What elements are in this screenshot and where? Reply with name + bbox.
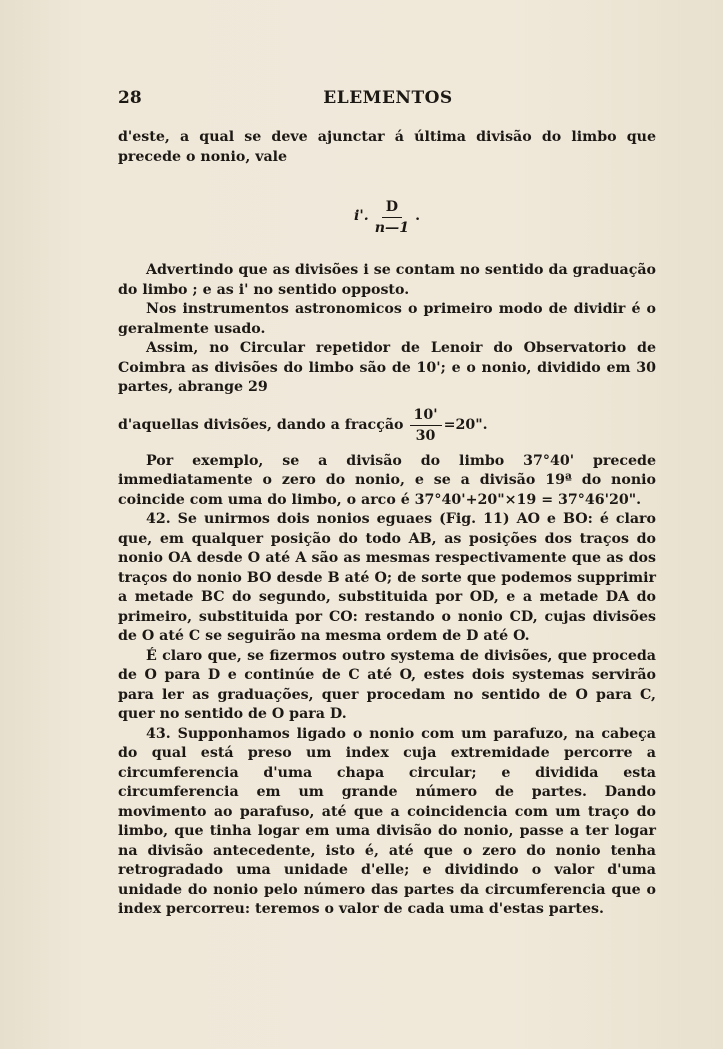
paragraph-instrumentos: Nos instrumentos astronomicos o primeiro modo de dividir é o geralmente usado. [118,301,656,337]
paragraph-claro: É claro que, se fizermos outro systema de divisões, que proceda de O para D e continúe de C até O, estes dois systemas servirão para ler as graduações, quer procedam no sentido de O para C, quer no sentido de O para D. [118,647,656,722]
formula-numerator: D [382,197,402,218]
formula-prefix: i'. [354,208,369,225]
fraction-numerator: 10' [410,405,442,426]
formula-period: . [415,208,421,225]
paragraph-42: 42. Se unirmos dois nonios eguaes (Fig. 11) AO e BO: é claro que, em qualquer posição do todo AB, as posições dos traços do nonio OA desde O até A são as mesmas respectivamente que as dos traços do nonio BO desde B até O; de sorte que podemos supprimir a metade BC do segundo, substituida por OD, e a metade DA do primeiro, substituida por CO: restando o nonio CD, cujas divisões de O até C se seguirão na mesma ordem de D até O. [118,511,656,644]
paragraph-advertindo: Advertindo que as divisões i se contam no sentido da graduação do limbo ; e as i' no sentido opposto. [118,262,656,298]
running-title: ELEMENTOS [323,88,453,108]
page-number: 28 [118,88,142,108]
page-header [118,88,658,112]
fraction-minutes [410,405,442,446]
formula-fraction [371,197,413,238]
paragraph-aquellas: d'aquellas divisões, dando a fracção [118,416,404,433]
formula-denominator: n—1 [374,219,410,236]
paragraph-assim: Assim, no Circular repetidor de Lenoir do Observatorio de Coimbra as divisões do limbo são de 10'; e o nonio, dividido em 30 partes, abrange 29 [118,340,656,395]
formula-block [118,167,656,261]
fraction-line [118,404,656,448]
paragraph-43: 43. Supponhamos ligado o nonio com um parafuzo, na cabeça do qual está preso um index cuja extremidade percorre a circumferencia d'uma chapa circular; e dividida esta circumferencia em um grande número de partes. Dando movimento ao parafuso, até que a coincidencia com um traço do limbo, que tinha logar em uma divisão do nonio, passe a ter logar na divisão antecedente, isto é, até que o zero do nonio tenha retrogradado uma unidade d'elle; e dividindo o valor d'uma unidade do nonio pelo número das partes da circumferencia que o index percorreu: teremos o valor de cada uma d'estas partes. [118,725,656,917]
paragraph-exemplo: Por exemplo, se a divisão do limbo 37°40' precede immediatamente o zero do nonio, e se a divisão 19ª do nonio coincide com uma do limbo, o arco é 37°40'+20"×19 = 37°46'20". [118,452,656,508]
fraction-denominator: 30 [415,428,436,444]
paragraph-intro: d'este, a qual se deve ajunctar á última divisão do limbo que precede o nonio, vale [118,129,656,165]
fraction-result: =20". [443,416,488,433]
page-body [118,128,656,920]
